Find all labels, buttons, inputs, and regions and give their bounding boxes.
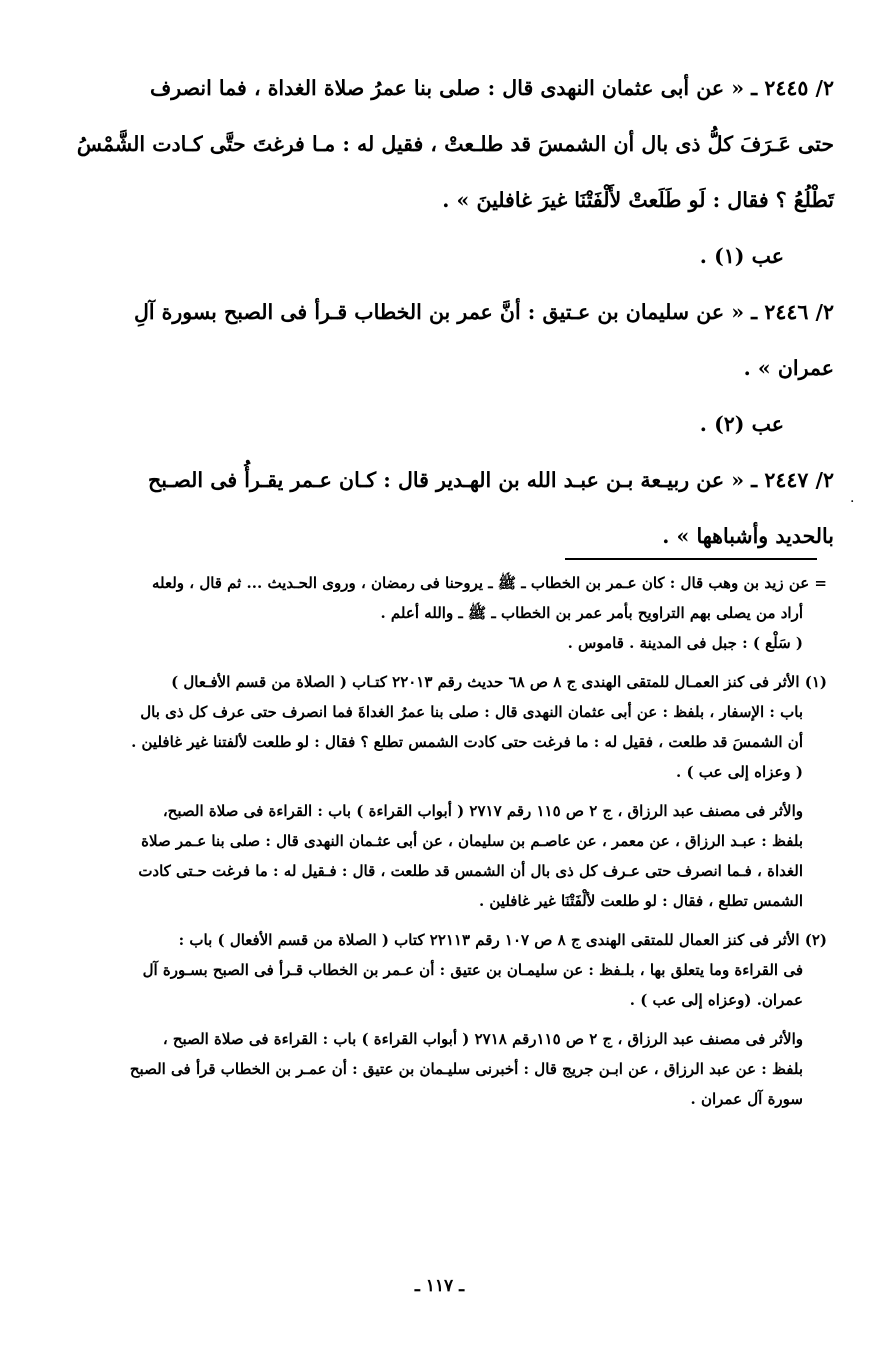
footnote-line: (٢) الأثر فى كنز العمال للمتقى الهندى ج ٨ ص ١٠٧ رقم ٢٢١١٣ كتاب ( الصلاة من قسم الأفعال ) باب : bbox=[178, 931, 827, 949]
footnote-line: عمران. (وعزاه إلى عب ) . bbox=[629, 991, 803, 1009]
footnote-line: فى القراءة وما يتعلق بها ، بلـفظ : عن سليمـان بن عتيق : أن عـمر بن الخطاب قـرأ فى الصبح بسـورة آل bbox=[142, 961, 803, 979]
footnote-line: أراد من يصلى بهم التراويح بأمر عمر بن الخطاب ـ ﷺ ـ والله أعلم . bbox=[380, 604, 803, 622]
footnote-line: الغداة ، فـما انصرف حتى عـرف كل ذى بال أن الشمس قد طلعت ، قال : فـقيل له : ما فرغت حـتى كادت bbox=[138, 862, 803, 880]
footnotes bbox=[47, 568, 827, 1123]
page-number: ـ ١١٧ ـ bbox=[414, 1276, 465, 1296]
footnote-line: بلفظ : عن عبد الرزاق ، عن ابـن جريج قال : أخبرنى سليـمان بن عتيق : أن عمـر بن الخطاب قرأ فى الصبح bbox=[129, 1060, 803, 1078]
footnote-line: والأثر فى مصنف عبد الرزاق ، ج ٢ ص ١١٥رقم ٢٧١٨ ( أبواب القراءة ) باب : القراءة فى صلاة الصبح ، bbox=[162, 1030, 803, 1048]
footnote-2-second-source bbox=[47, 1024, 827, 1114]
footnote-2 bbox=[47, 925, 827, 1015]
footnote-line: والأثر فى مصنف عبد الرزاق ، ج ٢ ص ١١٥ رقم ٢٧١٧ ( أبواب القراءة ) باب : القراءة فى صلاة الصبح، bbox=[162, 802, 803, 820]
footnote-line: (١) الأثر فى كنز العمـال للمتقى الهندى ج ٨ ص ٦٨ حديث رقم ٢٢٠١٣ كتـاب ( الصلاة من قسم الأفـعال ) bbox=[171, 673, 827, 691]
hadith-2447-line-1: ٢/ ٢٤٤٧ ـ « عن ربيـعة بـن عبـد الله بن الهـدير قال : كـان عـمر يقـرأُ فى الصـبح bbox=[147, 468, 834, 492]
footnote-line: الشمس تطلع ، فقال : لو طلعت لألْفَتْنَا غير غافلين . bbox=[478, 892, 803, 910]
footnote-line: بلفظ : عبـد الرزاق ، عن معمر ، عن عاصـم بن سليمان ، عن أبى عثـمان النهدى قال : صلى بنا عـمر صلاة bbox=[141, 832, 803, 850]
footnote-divider bbox=[565, 558, 817, 560]
hadith-2446-line-1: ٢/ ٢٤٤٦ ـ « عن سليمان بن عـتيق : أنَّ عمر بن الخطاب قـرأ فى الصبح بسورة آلِ bbox=[133, 300, 834, 324]
footnote-line: أن الشمسَ قد طلعت ، فقيل له : ما فرغت حتى كادت الشمس تطلع ؟ فقال : لو طلعت لألفتنا غير غافلين . bbox=[131, 733, 803, 751]
footnote-line: سورة آل عمران . bbox=[690, 1090, 803, 1108]
footnote-line: ( سَلْع ) : جبل فى المدينة . قاموس . bbox=[567, 634, 803, 652]
hadith-2445-reference: عب (١) . bbox=[699, 244, 784, 268]
hadith-2446-line-2: عمران » . bbox=[743, 356, 834, 380]
hadith-2447-line-2: بالحديد وأشباهها » . bbox=[662, 524, 834, 548]
hadith-2445-line-1: ٢/ ٢٤٤٥ ـ « عن أبى عثمان النهدى قال : صلى بنا عمرُ صلاة الغداة ، فما انصرف bbox=[150, 76, 834, 100]
footnote-1 bbox=[47, 667, 827, 787]
margin-mark: · bbox=[850, 494, 855, 510]
main-text bbox=[44, 60, 834, 564]
hadith-2445-line-3: تَطْلُعُ ؟ فقال : لَو طَلَعتْ لأَلْفَتْنَا غيرَ غافلينَ » . bbox=[442, 188, 834, 212]
hadith-2445-line-2: حتى عَـرَفَ كلُّ ذى بال أن الشمسَ قد طلـعتْ ، فقيل له : مـا فرغتَ حتَّى كـادت الشَّمْسُ bbox=[76, 132, 834, 156]
footnote-line: ( وعزاه إلى عب ) . bbox=[676, 763, 803, 781]
footnote-line: باب : الإسفار ، بلفظ : عن أبى عثمان النهدى قال : صلى بنا عمرُ الغداةَ فما انصرف حتى عرف كل ذى بال bbox=[140, 703, 803, 721]
footnote-line: = عن زيد بن وهب قال : كان عـمر بن الخطاب ـ ﷺ ـ يروحنا فى رمضان ، وروى الحـديث ... ثم قال ، ولعله bbox=[151, 574, 827, 592]
footnote-continuation bbox=[47, 568, 827, 658]
footnote-1-second-source bbox=[47, 796, 827, 916]
hadith-2446-reference: عب (٢) . bbox=[699, 412, 784, 436]
